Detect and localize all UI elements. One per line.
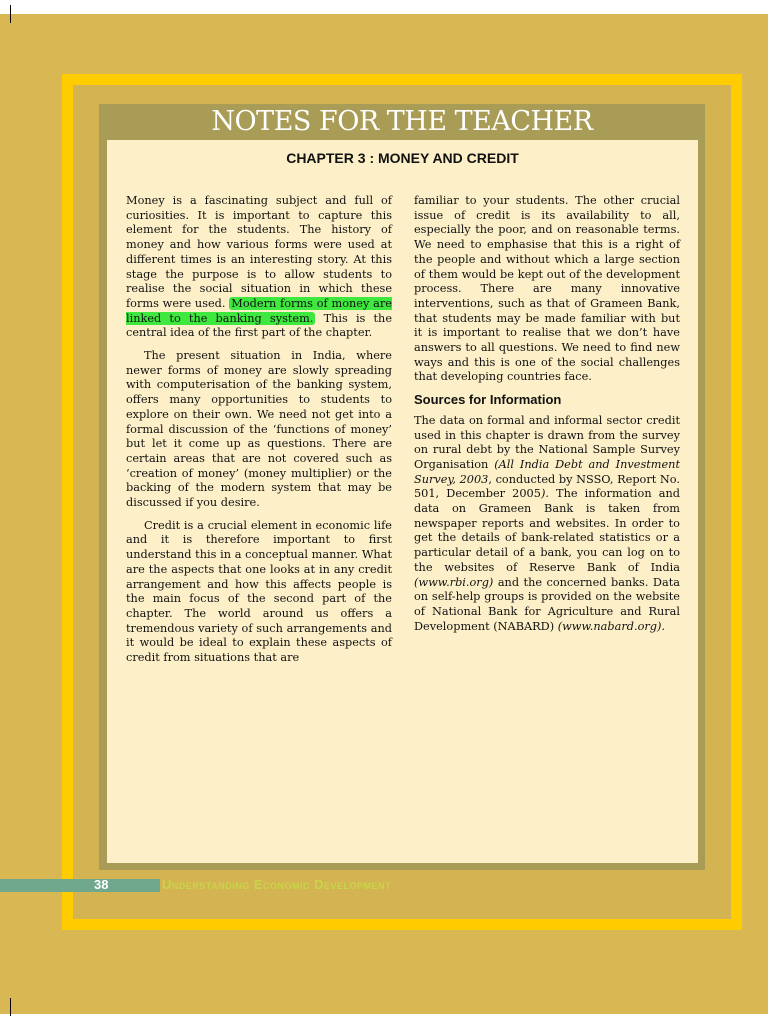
- section-heading: Sources for Information: [414, 392, 562, 408]
- chapter-title: CHAPTER 3 : MONEY AND CREDIT: [286, 150, 519, 166]
- paragraph-sources: The data on formal and informal sector credit used in this chapter is drawn from the survey on rural debt by the National Sample Survey Organisation (All India Debt and Investment Survey, 2003, conducted by NSSO, Report No. 501, December 2005). The information and data on Grameen Bank is taken from newspaper reports and websites. In order to get the details of bank-related statistics or a particular detail of a bank, you can log on to the websites of Reserve Bank of India (www.rbi.org) and the concerned banks. Data on self-help groups is provided on the website of National Bank for Agriculture and Rural Development (NABARD) (www.nabard.org).: [414, 413, 681, 633]
- paragraph-money: Money is a fascinating subject and full of curiosities. It is important to capture this element for the students. The history of money and how various forms were used at different times is an interesting story. At this stage the purpose is to allow students to realise the social situation in which these forms were used. Modern forms of money are linked to the banking system. This is the central idea of the first part of the chapter.: [126, 194, 393, 340]
- page-title: NOTES FOR THE TEACHER: [211, 106, 593, 137]
- left-column: [126, 194, 392, 674]
- crop-mark-top: [10, 5, 11, 23]
- page-number: 38: [94, 877, 109, 892]
- footer-bar: [0, 879, 160, 892]
- content-area: [107, 140, 698, 863]
- highlighted-text: Modern forms of money are linked to the banking system.: [126, 296, 392, 325]
- right-column: [414, 194, 680, 642]
- crop-mark-bottom: [10, 998, 11, 1016]
- book-title: Understanding Economic Development: [162, 877, 392, 892]
- paragraph-credit-continued: familiar to your students. The other crucial issue of credit is its availability to all, especially the poor, and on reasonable terms. We need to emphasise that this is a right of the people and without which a large section of them would be kept out of the development process. There are many innovative interventions, such as that of Grameen Bank, that students may be made familiar with but it is important to realise that we don’t have answers to all questions. We need to find new ways and this is one of the social challenges that developing countries face.: [414, 194, 680, 384]
- paragraph-present-situation: The present situation in India, where newer forms of money are slowly spreading with computerisation of the banking system, offers many opportunities to students to explore on their own. We need not get into a formal discussion of the ‘functions of money’ but let it come up as questions. There are certain areas that are not covered such as ‘creation of money’ (money multiplier) or the backing of the modern system that may be discussed if you desire.: [126, 349, 392, 510]
- paragraph-credit: Credit is a crucial element in economic life and it is therefore important to first understand this in a conceptual manner. What are the aspects that one looks at in any credit arrangement and how this affects people is the main focus of the second part of the chapter. The world around us offers a tremendous variety of such arrangements and it would be ideal to explain these aspects of credit from situations that are: [126, 518, 392, 665]
